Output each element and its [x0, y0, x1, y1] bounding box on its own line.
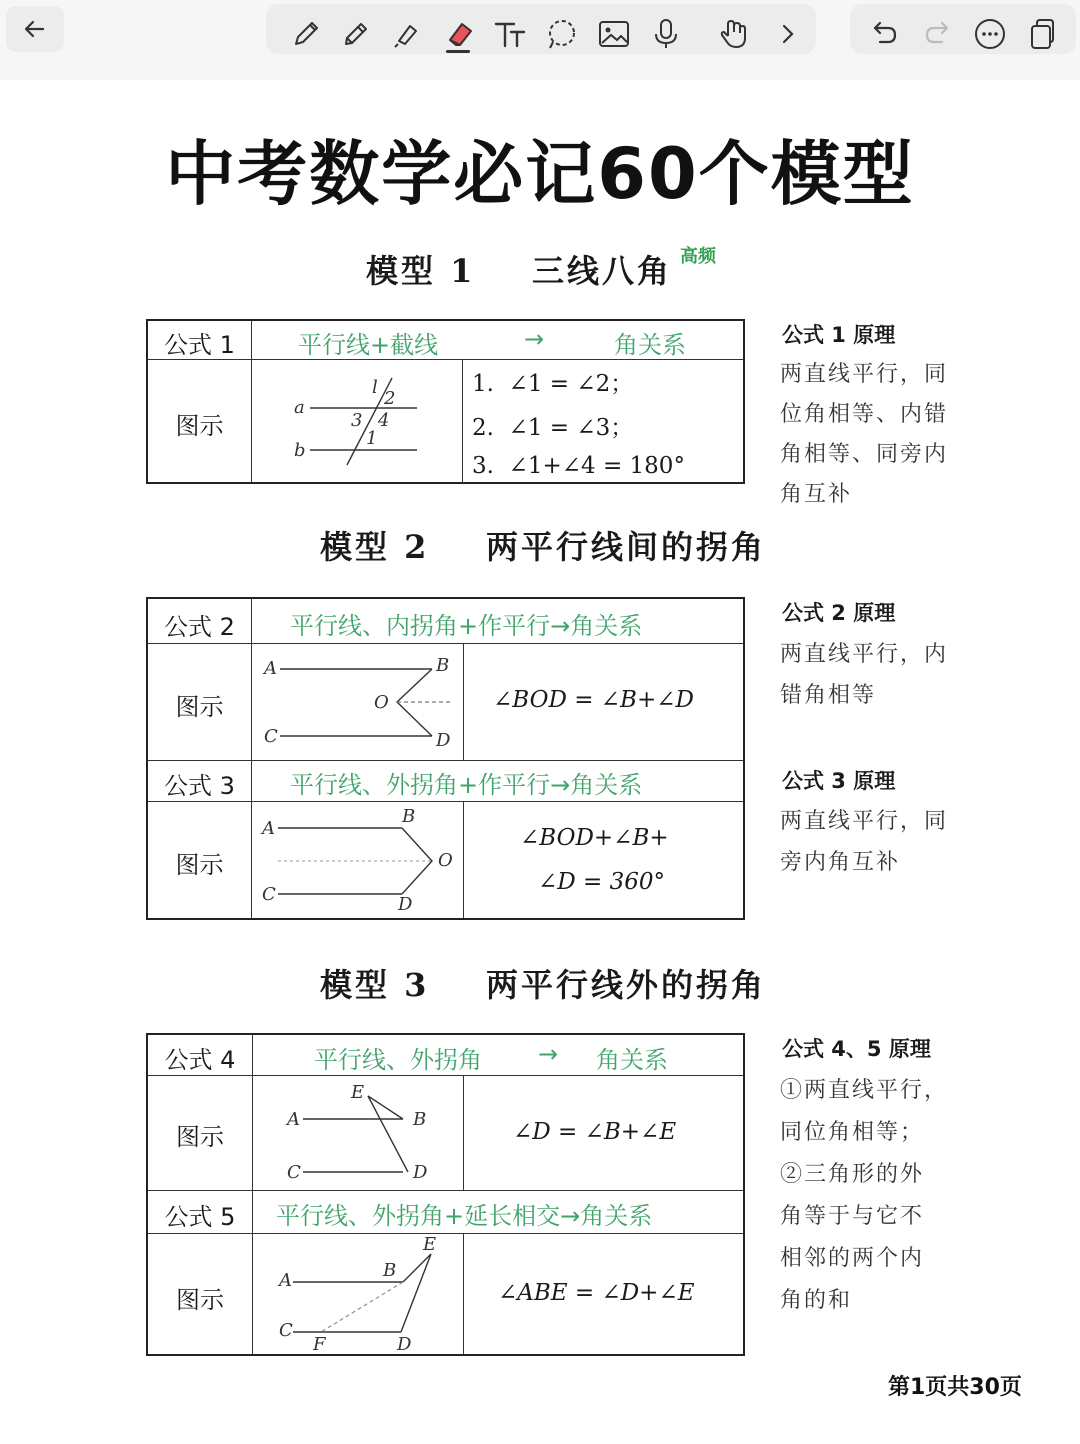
point-A-label: A [287, 1109, 300, 1130]
formula-5-expression: ∠ABE = ∠D+∠E [498, 1280, 695, 1306]
chevron-right-icon[interactable] [768, 14, 808, 54]
back-arrow-icon [21, 15, 49, 43]
formula-4-label: 公式 4 [164, 1046, 236, 1074]
note-4-5-line: ②三角形的外 [780, 1162, 925, 1187]
note-4-5-line: ①两直线平行， [780, 1078, 949, 1103]
point-F-label: F [313, 1334, 326, 1354]
point-A-label: A [279, 1270, 292, 1291]
hand-touch-icon[interactable] [714, 14, 754, 54]
angle-3-label: 3 [351, 410, 363, 431]
formula-1-line-3: 3. ∠1+∠4 = 180° [472, 453, 685, 479]
note-1-line: 两直线平行，同 [780, 362, 949, 387]
note-3-line: 两直线平行，同 [780, 809, 949, 834]
point-D-label: D [413, 1162, 428, 1183]
point-D-label: D [436, 730, 451, 751]
note-4-5-line: 角的和 [780, 1288, 853, 1313]
point-O-label: O [438, 850, 453, 871]
point-B-label: B [436, 655, 450, 676]
formula-1-arrow: → [524, 325, 545, 353]
point-E-label: E [351, 1082, 365, 1103]
formula-1-line-2: 2. ∠1 = ∠3； [472, 415, 634, 441]
formula-1-result: 角关系 [614, 331, 686, 359]
eraser-icon[interactable] [438, 14, 478, 54]
figure-1-label: 图示 [175, 412, 224, 440]
point-B-label: B [383, 1260, 397, 1281]
formula-4-result: 角关系 [596, 1046, 668, 1074]
formula-2-condition: 平行线、内拐角+作平行→角关系 [290, 612, 643, 640]
figure-3-label: 图示 [175, 851, 224, 879]
formula-2-label: 公式 2 [164, 613, 235, 641]
figure-2-diagram [252, 644, 462, 760]
model-1-title: 模型 1 三线八角 [366, 252, 672, 290]
microphone-icon[interactable] [646, 14, 686, 54]
formula-5-label: 公式 5 [164, 1203, 236, 1231]
point-C-label: C [287, 1162, 301, 1183]
note-2-line: 两直线平行，内 [780, 642, 949, 667]
text-icon[interactable] [490, 14, 530, 54]
point-A-label: A [264, 658, 277, 679]
formula-4-5-table [146, 1033, 745, 1356]
document-actions [850, 4, 1076, 54]
point-B-label: B [413, 1109, 427, 1130]
figure-1-diagram [252, 360, 462, 482]
line-b-label: b [294, 440, 306, 461]
toolbar [0, 0, 1080, 80]
figure-2-label: 图示 [175, 693, 224, 721]
note-4-5-heading: 公式 4、5 原理 [782, 1037, 931, 1061]
formula-3-condition: 平行线、外拐角+作平行→角关系 [290, 771, 643, 799]
formula-1-label: 公式 1 [164, 331, 235, 359]
formula-1-line-1: 1. ∠1 = ∠2； [472, 371, 634, 397]
copy-icon[interactable] [1022, 14, 1062, 54]
point-D-label: D [397, 1334, 412, 1354]
formula-4-condition: 平行线、外拐角 [314, 1046, 482, 1074]
pen-icon[interactable] [286, 14, 326, 54]
angle-1-label: 1 [366, 428, 378, 449]
point-B-label: B [402, 806, 416, 827]
note-2-heading: 公式 2 原理 [782, 601, 896, 625]
point-C-label: C [264, 726, 278, 747]
note-1-line: 位角相等、内错 [780, 402, 949, 427]
note-4-5-line: 相邻的两个内 [780, 1246, 925, 1271]
formula-4-expression: ∠D = ∠B+∠E [513, 1119, 677, 1145]
lasso-icon[interactable] [542, 14, 582, 54]
formula-1-table [146, 319, 745, 484]
angle-2-label: 2 [384, 388, 396, 409]
note-4-5-line: 同位角相等； [780, 1120, 925, 1145]
point-A-label: A [262, 818, 275, 839]
redo-icon[interactable] [918, 14, 958, 54]
figure-5-label: 图示 [176, 1286, 224, 1314]
pencil-icon[interactable] [336, 14, 376, 54]
undo-icon[interactable] [864, 14, 904, 54]
model-3-title: 模型 3 两平行线外的拐角 [320, 966, 766, 1004]
highlighter-icon[interactable] [386, 14, 426, 54]
point-E-label: E [423, 1234, 437, 1255]
image-icon[interactable] [594, 14, 634, 54]
point-D-label: D [398, 894, 413, 915]
note-3-line: 旁内角互补 [780, 850, 901, 875]
formula-3-line-2: ∠D = 360° [538, 869, 666, 895]
page-title: 中考数学必记60个模型 [165, 133, 915, 215]
formula-2-3-table [146, 597, 745, 920]
note-1-line: 角相等、同旁内 [780, 442, 949, 467]
note-1-heading: 公式 1 原理 [782, 323, 896, 347]
figure-3-diagram [252, 802, 462, 918]
frequency-badge: 高频 [680, 246, 716, 267]
back-button[interactable] [6, 6, 64, 52]
line-l-label: l [372, 377, 378, 398]
page-indicator: 第1页共30页 [888, 1375, 1022, 1400]
more-icon[interactable] [970, 14, 1010, 54]
formula-3-line-1: ∠BOD+∠B+ [520, 825, 669, 851]
note-2-line: 错角相等 [780, 683, 877, 708]
figure-4-diagram [253, 1076, 463, 1190]
drawing-tools [266, 4, 816, 54]
point-O-label: O [374, 692, 389, 713]
formula-2-expression: ∠BOD = ∠B+∠D [493, 687, 694, 713]
angle-4-label: 4 [378, 410, 390, 431]
note-4-5-line: 角等于与它不 [780, 1204, 925, 1229]
model-2-title: 模型 2 两平行线间的拐角 [320, 528, 766, 566]
point-C-label: C [279, 1320, 293, 1341]
point-C-label: C [262, 884, 276, 905]
formula-5-condition: 平行线、外拐角+延长相交→角关系 [276, 1202, 653, 1230]
formula-3-label: 公式 3 [164, 772, 235, 800]
note-1-line: 角互补 [780, 482, 853, 507]
formula-4-arrow: → [538, 1040, 559, 1068]
formula-1-condition: 平行线+截线 [298, 331, 439, 359]
figure-5-diagram [253, 1234, 463, 1354]
figure-4-label: 图示 [176, 1123, 224, 1151]
note-3-heading: 公式 3 原理 [782, 769, 896, 793]
line-a-label: a [294, 397, 305, 418]
